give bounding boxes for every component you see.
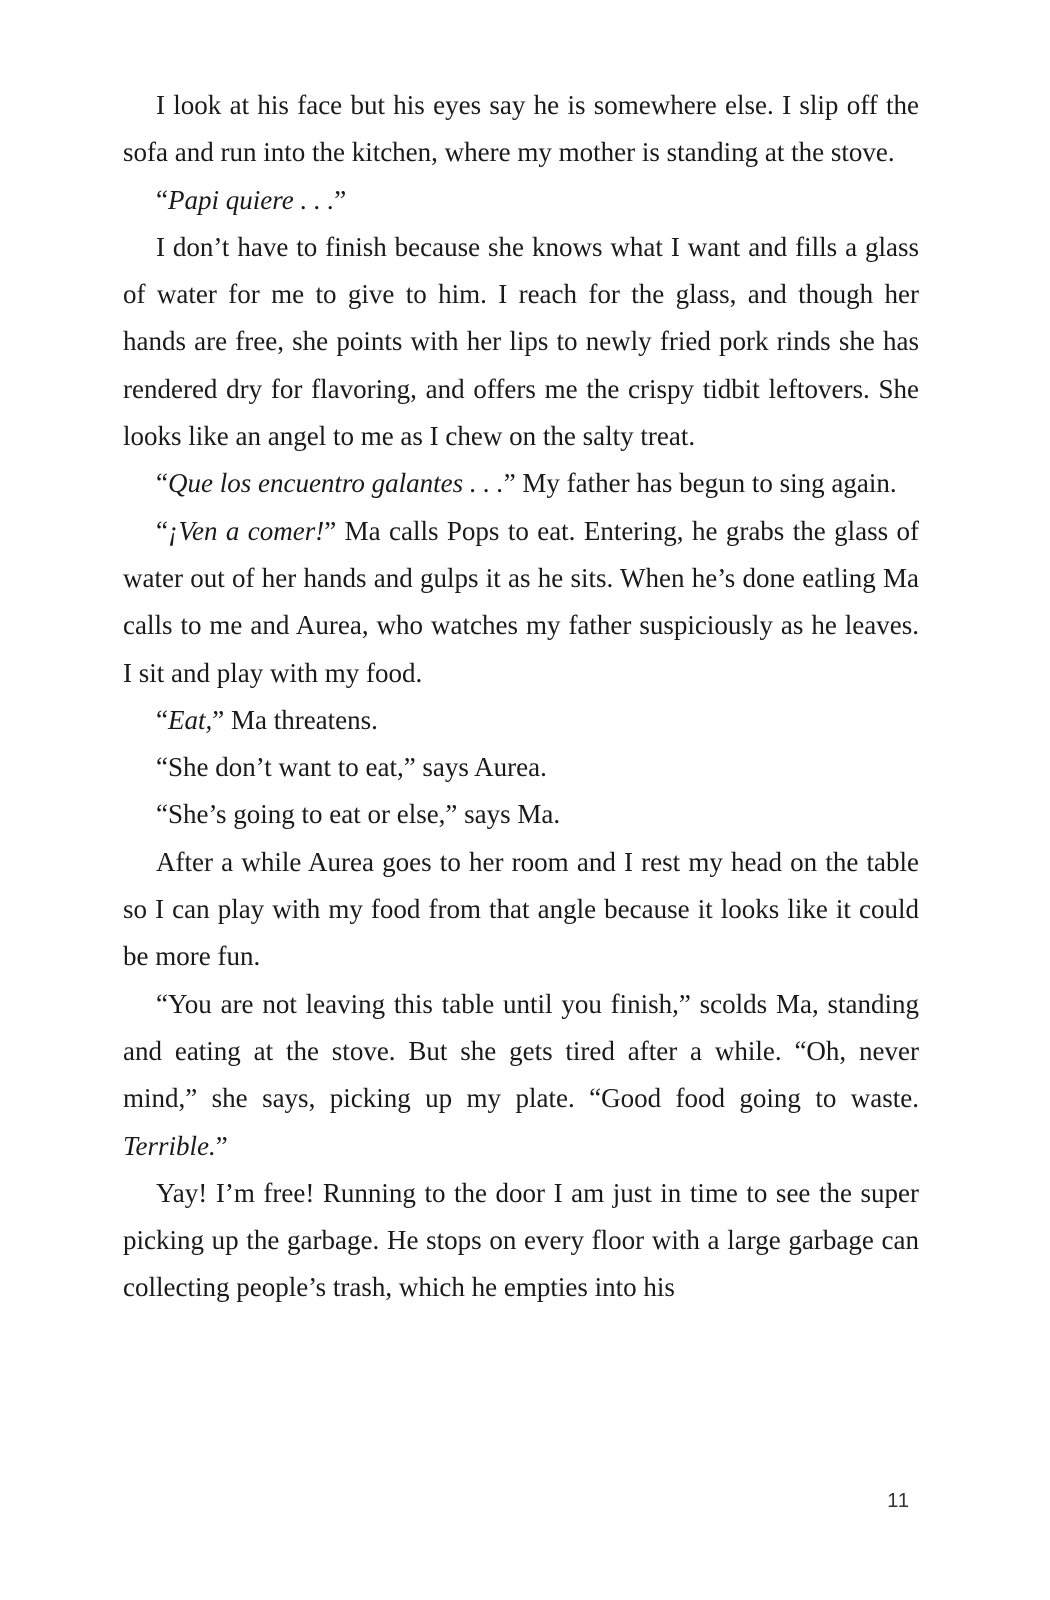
text-run: I don’t have to finish because she knows what I want and fills a glass of water for me to give to him. I reach for the glass, and though her hands are free, she points with her lips to newly fried pork rinds she has rendered dry for flavoring, and offers me the crispy tidbit leftovers. She looks like an angel to me as I chew on the salty treat. <box>123 231 919 452</box>
italic-text: Que los encuentro galantes . . . <box>167 468 504 499</box>
paragraph <box>123 460 919 507</box>
paragraph <box>123 508 919 697</box>
paragraph <box>123 177 919 224</box>
paragraph <box>123 981 919 1170</box>
italic-text: Terrible. <box>123 1130 216 1161</box>
text-run: ” My father has begun to sing again. <box>503 468 897 499</box>
text-run: ” Ma calls Pops to eat. Entering, he grabs the glass of water out of her hands and gulps it as he sits. When he’s done eatling Ma calls to me and Aurea, who watches my father suspiciously as he leaves. I sit and play with my food. <box>123 515 919 688</box>
text-run: “You are not leaving this table until you finish,” scolds Ma, standing and eating at the stove. But she gets tired after a while. “Oh, never mind,” she says, picking up my plate. “Good food going to waste. <box>123 988 919 1114</box>
italic-text: Papi quiere . . . <box>167 184 335 215</box>
paragraph <box>123 839 919 981</box>
text-run: ” Ma threatens. <box>212 704 378 735</box>
italic-text: ¡Ven a comer! <box>167 515 325 546</box>
book-page-body <box>123 82 919 1312</box>
text-run: After a while Aurea goes to her room and I rest my head on the table so I can play with my food from that angle because it looks like it could be more fun. <box>123 846 919 972</box>
text-run: ” <box>215 1130 228 1161</box>
text-run: ” <box>334 184 347 215</box>
paragraph <box>123 224 919 460</box>
paragraph <box>123 1170 919 1312</box>
text-run: “ <box>156 184 168 215</box>
paragraph <box>123 744 919 791</box>
page-number: 11 <box>887 1490 910 1512</box>
text-run: “ <box>156 468 168 499</box>
text-run: “ <box>156 704 168 735</box>
text-run: I look at his face but his eyes say he is somewhere else. I slip off the sofa and run into the kitchen, where my mother is standing at the stove. <box>123 90 919 168</box>
text-run: “ <box>156 515 168 546</box>
paragraph <box>123 697 919 744</box>
italic-text: Eat, <box>167 704 213 735</box>
text-run: “She’s going to eat or else,” says Ma. <box>156 799 561 830</box>
paragraph <box>123 82 919 177</box>
text-run: Yay! I’m free! Running to the door I am just in time to see the super picking up the garbage. He stops on every floor with a large garbage can collecting people’s trash, which he empties into his <box>123 1177 919 1303</box>
paragraph <box>123 791 919 838</box>
text-run: “She don’t want to eat,” says Aurea. <box>156 752 547 783</box>
